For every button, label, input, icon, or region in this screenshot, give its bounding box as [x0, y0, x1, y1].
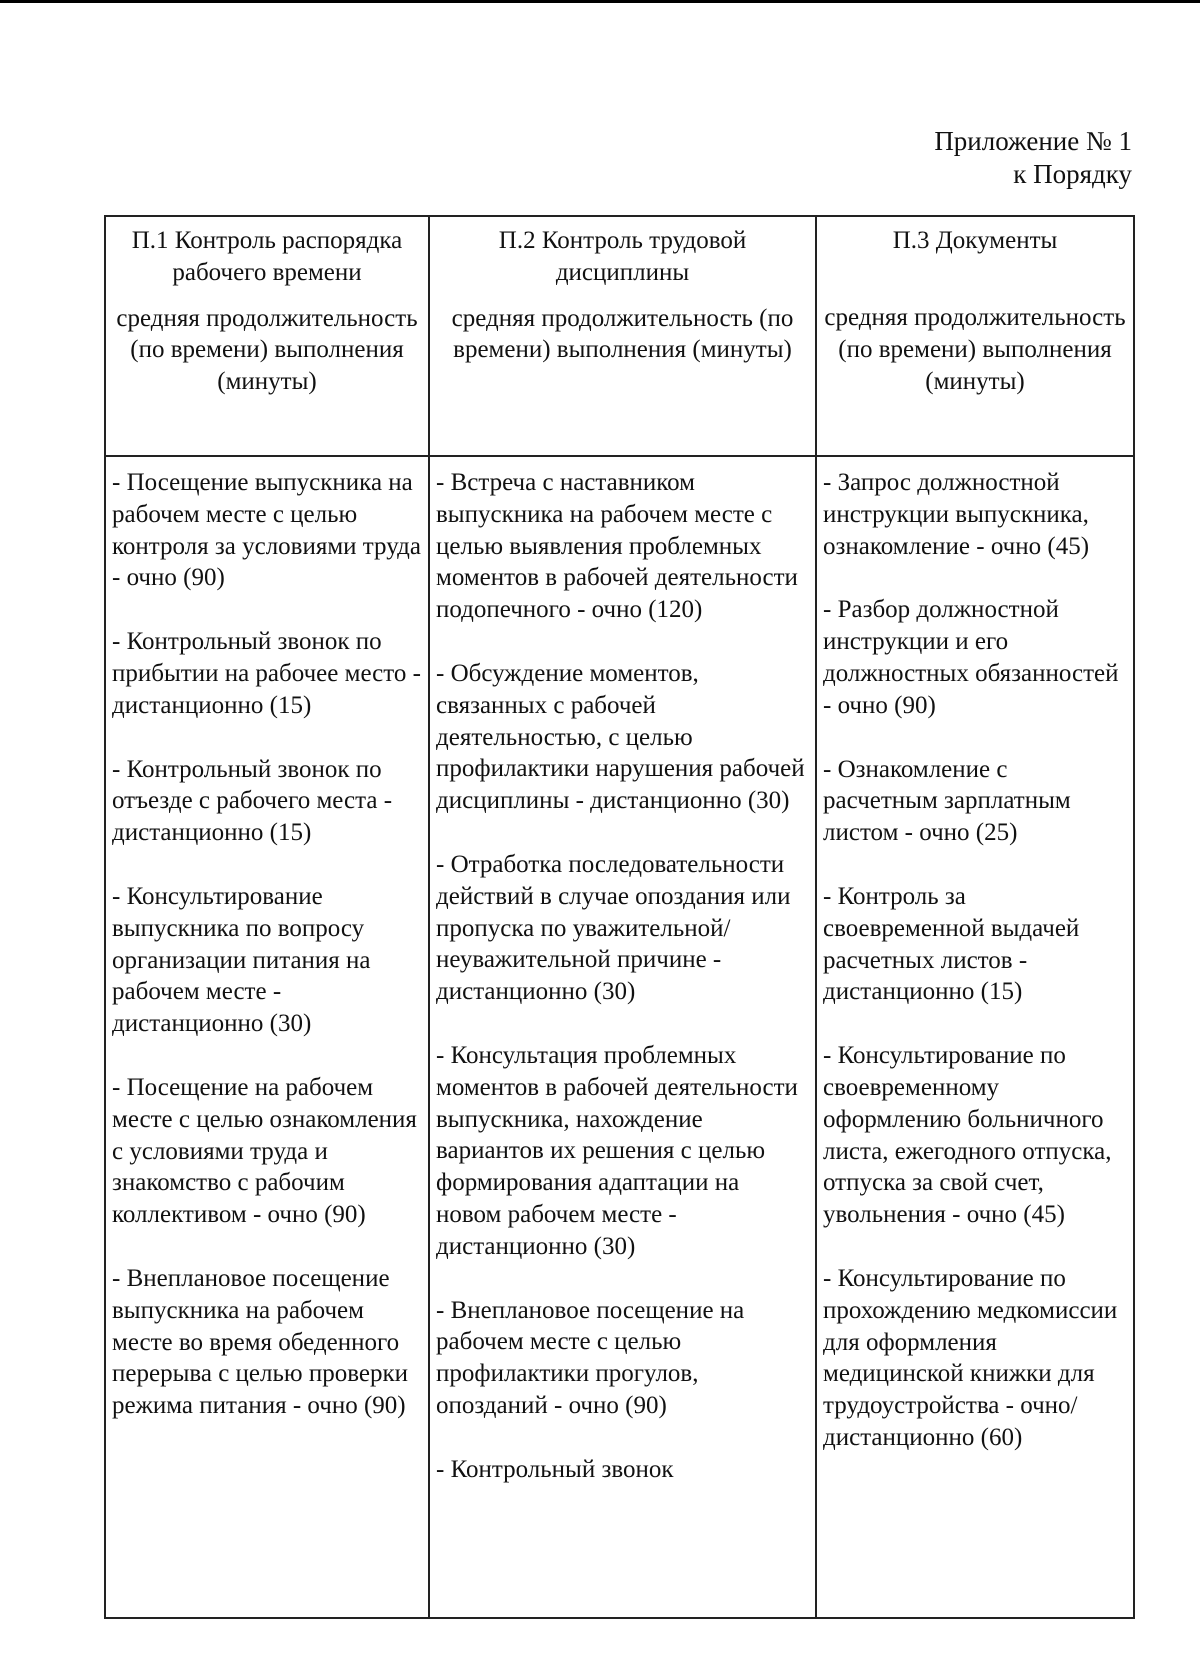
column-subtitle: средняя продолжительность (по времени) выполнения (минуты) [824, 304, 1126, 395]
list-item: - Консультация проблемных моментов в рабочей деятельности выпускника, нахождение вариантов их решения с целью формирования адаптации на новом рабочем месте - дистанционно (30) [436, 1041, 798, 1260]
list-item: - Консультирование выпускника по вопросу организации питания на рабочем месте - дистанционно (30) [112, 882, 371, 1038]
column-title: П.3 Документы [892, 227, 1058, 254]
body-cell-p1 [105, 456, 429, 1618]
body-cell-p3 [816, 456, 1134, 1618]
list-item: - Внеплановое посещение выпускника на рабочем месте во время обеденного перерыва с целью проверки режима питания - очно (90) [112, 1264, 408, 1420]
appendix-heading [934, 125, 1132, 191]
column-title: П.1 Контроль распорядка рабочего времени [131, 227, 403, 286]
list-item: - Контроль за своевременной выдачей расчетных листов - дистанционно (15) [823, 882, 1080, 1006]
column-title: П.2 Контроль трудовой дисциплины [498, 227, 747, 286]
header-cell-p3 [816, 216, 1134, 456]
list-item: - Контрольный звонок по отъезде с рабочего места - дистанционно (15) [112, 755, 393, 847]
column-subtitle: средняя продолжительность (по времени) выполнения (минуты) [116, 304, 418, 396]
list-item: - Консультирование по своевременному оформлению больничного листа, ежегодного отпуска, отпуска за свой счет, увольнения - очно (45) [823, 1042, 1112, 1229]
list-item: - Разбор должностной инструкции и его должностных обязанностей - очно (90) [823, 596, 1119, 719]
list-item: - Запрос должностной инструкции выпускника, ознакомление - очно (45) [823, 469, 1090, 560]
header-cell-p2 [429, 216, 816, 456]
column-subtitle: средняя продолжительность (по времени) выполнения (минуты) [451, 304, 794, 364]
activities-table [104, 215, 1135, 1619]
list-item: - Контрольный звонок по прибытии на рабочее место - дистанционно (15) [112, 628, 421, 719]
list-item: - Консультирование по прохождению медкомиссии для оформления медицинской книжки для трудоустройства - очно/дистанционно (60) [823, 1264, 1118, 1451]
appendix-number: Приложение № 1 [934, 126, 1132, 156]
list-item: - Посещение на рабочем месте с целью ознакомления с условиями труда и знакомство с рабочим коллективом - очно (90) [112, 1073, 417, 1229]
list-item: - Встреча с наставником выпускника на рабочем месте с целью выявления проблемных моментов в рабочей деятельности подопечного - очно (120) [436, 469, 798, 624]
list-item: - Отработка последовательности действий в случае опоздания или пропуска по уважительной/неуважительной причине - дистанционно (30) [436, 850, 791, 1006]
header-cell-p1 [105, 216, 429, 456]
list-item: - Посещение выпускника на рабочем месте с целью контроля за условиями труда - очно (90) [112, 469, 421, 592]
list-item: - Обсуждение моментов, связанных с рабочей деятельностью, с целью профилактики нарушения рабочей дисциплины - дистанционно (30) [436, 659, 805, 815]
list-item: - Ознакомление с расчетным зарплатным листом - очно (25) [823, 755, 1071, 847]
body-cell-p2 [429, 456, 816, 1618]
table-body-row [105, 456, 1134, 1618]
table-header-row [105, 216, 1134, 456]
appendix-reference: к Порядку [1013, 159, 1132, 189]
top-scan-border [0, 0, 1200, 3]
list-item: - Внеплановое посещение на рабочем месте с целью профилактики прогулов, опозданий - очно (90) [436, 1296, 745, 1419]
list-item: - Контрольный звонок [436, 1455, 674, 1483]
